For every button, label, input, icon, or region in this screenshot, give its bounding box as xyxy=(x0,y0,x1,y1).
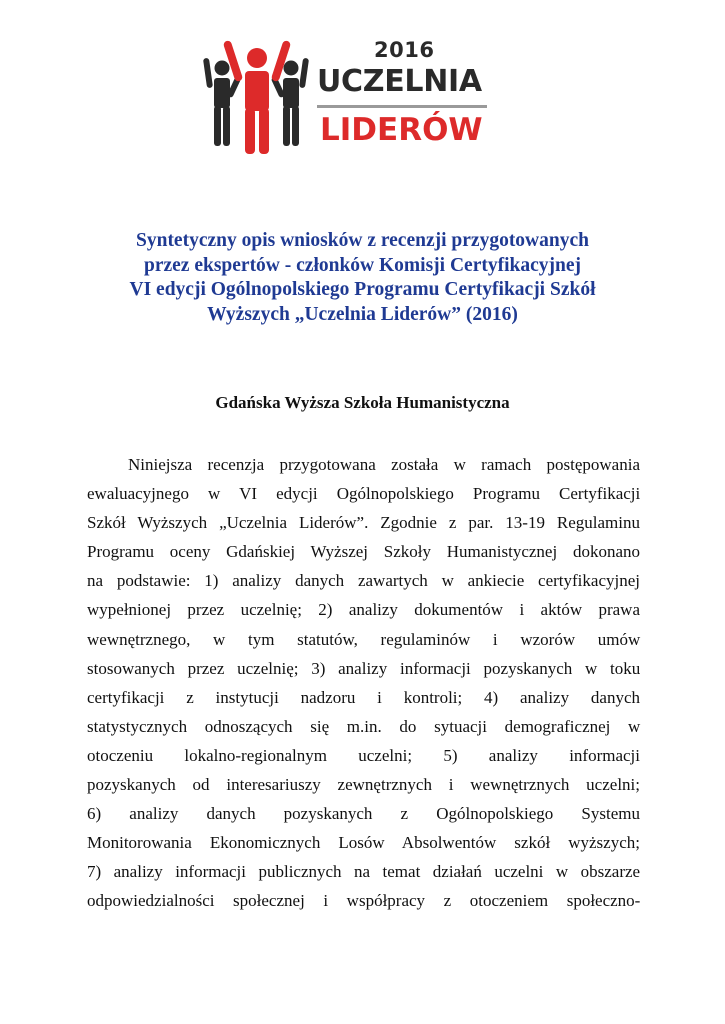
body-line: odpowiedzialności społecznej i współpracy z otoczeniem społeczno- xyxy=(87,891,641,911)
body-paragraph xyxy=(87,450,640,916)
people-figures-icon xyxy=(200,36,315,156)
body-line: pozyskanych od interesariuszy zewnętrznych i wewnętrznych uczelni; xyxy=(87,775,640,795)
body-line: na podstawie: 1) analizy danych zawartych w ankiecie certyfikacyjnej xyxy=(87,571,640,591)
body-line: Szkół Wyższych „Uczelnia Liderów”. Zgodnie z par. 13-19 Regulaminu xyxy=(87,513,640,533)
body-line: statystycznych odnoszących się m.in. do sytuacji demograficznej w xyxy=(87,716,641,736)
body-line: Niniejsza recenzja przygotowana została w ramach postępowania xyxy=(128,455,640,474)
body-line: Monitorowania Ekonomicznych Losów Absolwentów szkół wyższych; xyxy=(87,833,640,853)
document-title xyxy=(70,229,655,327)
logo-text-liderow: LIDERÓW xyxy=(320,112,483,148)
title-line: Wyższych „Uczelnia Liderów” (2016) xyxy=(207,303,518,325)
body-line: 7) analizy informacji publicznych na temat działań uczelni w obszarze xyxy=(87,862,641,882)
body-line: Programu oceny Gdańskiej Wyższej Szkoły Humanistycznej dokonano xyxy=(87,542,640,562)
body-line: otoczeniu lokalno-regionalnym uczelni; 5) analizy informacji xyxy=(87,745,640,765)
body-line: ewaluacyjnego w VI edycji Ogólnopolskiego Programu Certyfikacji xyxy=(87,484,641,504)
body-line: 6) analizy danych pozyskanych z Ogólnopolskiego Systemu xyxy=(87,804,640,824)
logo-divider xyxy=(317,105,487,108)
title-line: Syntetyczny opis wniosków z recenzji przygotowanych xyxy=(136,230,589,251)
body-line: wypełnionej przez uczelnię; 2) analizy dokumentów i aktów prawa xyxy=(87,600,640,620)
logo xyxy=(200,30,500,160)
institution-name: Gdańska Wyższa Szkoła Humanistyczna xyxy=(215,393,510,412)
body-line: wewnętrznego, w tym statutów, regulaminów i wzorów umów xyxy=(87,629,641,649)
title-line: VI edycji Ogólnopolskiego Programu Certyfikacji Szkół xyxy=(129,279,596,300)
body-line: certyfikacji z instytucji nadzoru i kontroli; 4) analizy danych xyxy=(87,687,640,707)
body-line: stosowanych przez uczelnię; 3) analizy informacji pozyskanych w toku xyxy=(87,658,641,678)
title-line: przez ekspertów - członków Komisji Certyfikacyjnej xyxy=(143,254,582,276)
logo-year: 2016 xyxy=(374,38,435,62)
logo-text-uczelnia: UCZELNIA xyxy=(317,64,482,99)
